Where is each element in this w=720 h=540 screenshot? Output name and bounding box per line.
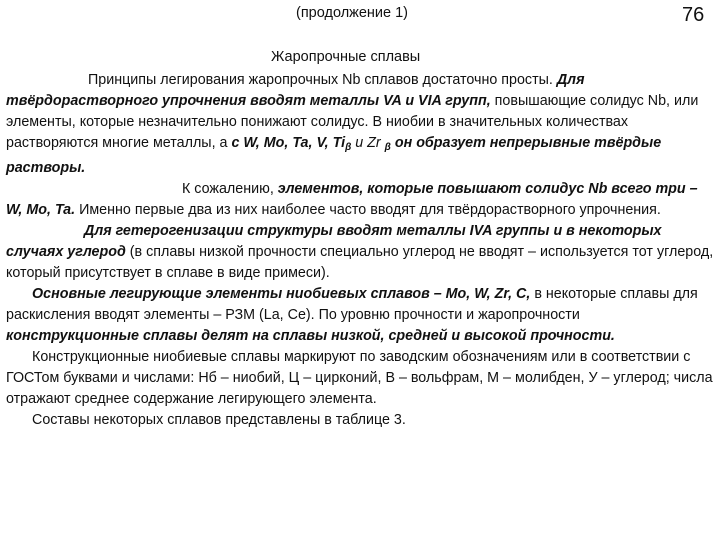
emphasis-solid-solution: Для твёрдорастворного упрочнения вводят металлы VA и VIA групп, [6,72,585,109]
text-run: Принципы легирования жаропрочных Nb сплавов достаточно просты. [88,72,557,88]
emphasis-strength-classes: конструкционные сплавы делят на сплавы низкой, средней и высокой прочности. [6,328,615,344]
document-body [6,70,716,431]
paragraph-table-reference [6,410,716,431]
paragraph-alloying-principles [6,70,716,179]
text-run: повышающие солидус Nb, или элементы, которые незначительно понижают солидус. В ниобии в значительных количествах растворяются многие металлы, а [6,93,699,151]
emphasis-heterogenization: Для гетерогенизации структуры вводят металлы IVA группы и в некоторых случаях углерод [6,223,662,260]
section-title: Жаропрочные сплавы [271,49,421,65]
text-run: (в сплавы низкой прочности специально углерод не вводят – используется тот углерод, который присутствует в сплаве в виде примеси). [6,244,714,281]
emphasis-element-list: с W, Mo, Ta, V, Ti [231,135,346,151]
subscript-beta: β [345,142,352,153]
emphasis-three-elements: элементов, которые повышают солидус Nb всего три – W, Mo, Ta. [6,181,698,218]
text-run: в некоторые сплавы для раскисления вводят элементы – РЗМ (La, Ce). По уровню прочности и жаропрочности [6,286,698,323]
text-run: Конструкционные ниобиевые сплавы маркируют по заводским обозначениям или в соответствии с ГОСТом буквами и числами: Нб – ниобий, Ц – цирконий, В – вольфрам, М – молибден, У – углерод; числа отражают среднее содержание легирующего элемента. [6,349,713,407]
emphasis-main-elements: Основные легирующие элементы ниобиевых сплавов – Mo, W, Zr, C, [32,286,531,302]
continuation-label: (продолжение 1) [296,5,409,21]
text-run: Именно первые два из них наиболее часто вводят для твёрдорастворного упрочнения. [75,202,661,218]
paragraph-heterogenization [6,221,716,284]
emphasis-and-zr: и Zr [351,135,385,151]
paragraph-marking [6,347,716,410]
paragraph-main-elements [6,284,716,347]
paragraph-solidus-elements [6,179,716,221]
page-number: 76 [682,4,705,26]
text-run: Составы некоторых сплавов представлены в таблице 3. [32,412,406,428]
emphasis-continuous-solutions: он образует непрерывные твёрдые растворы. [6,135,662,176]
subscript-beta: β [384,142,391,153]
text-run: К сожалению, [182,181,278,197]
